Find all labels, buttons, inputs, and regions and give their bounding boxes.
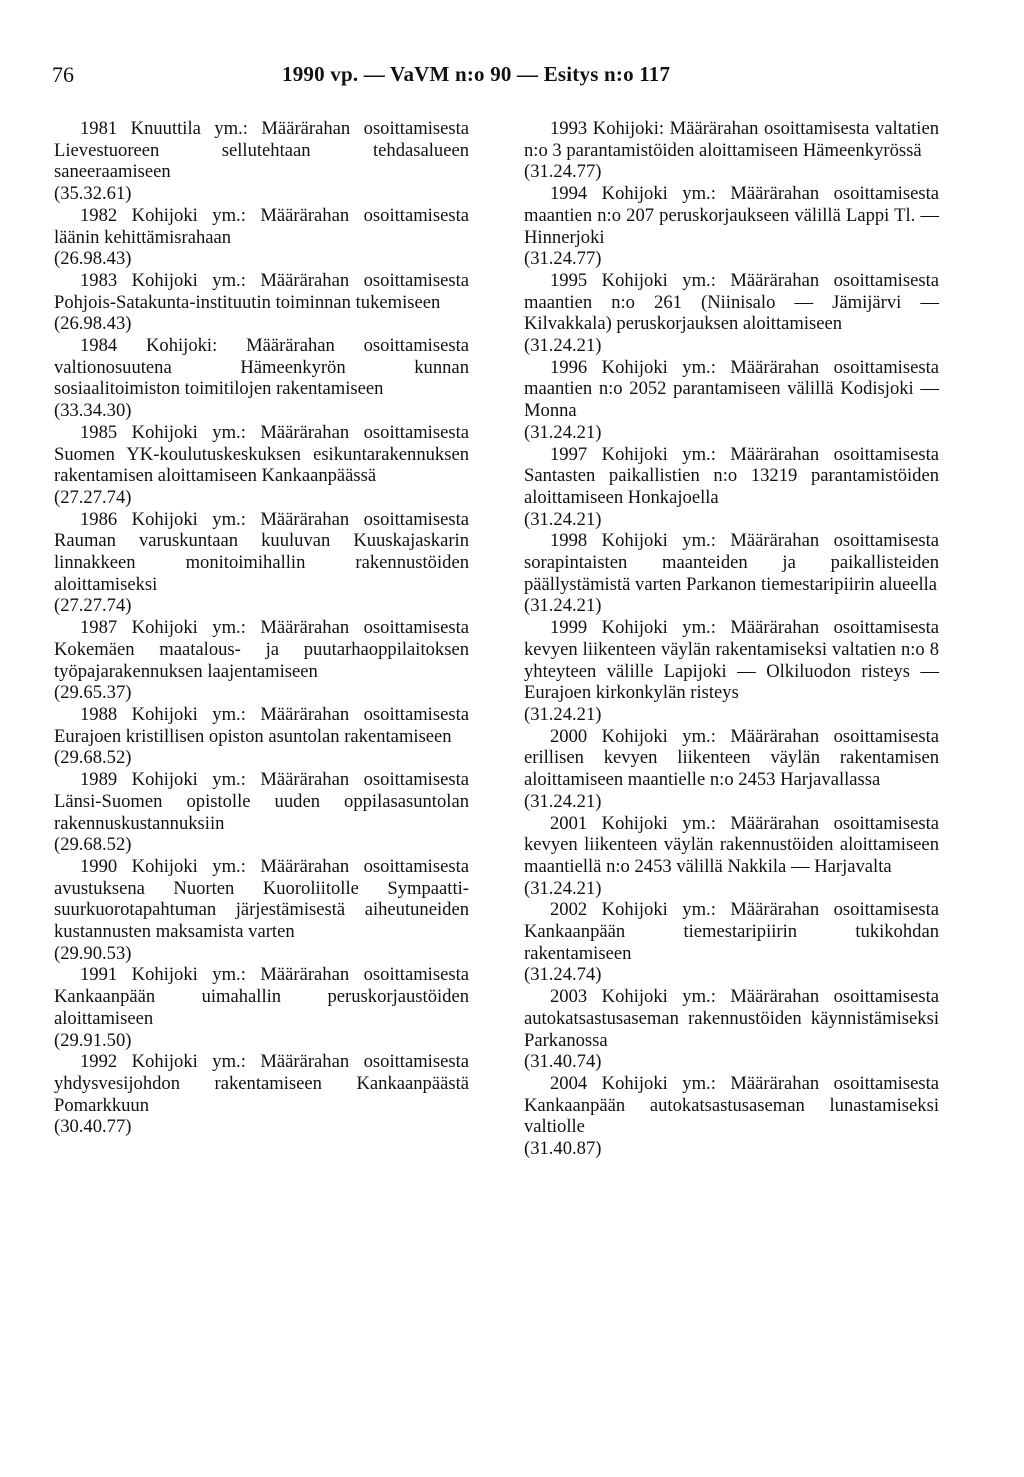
motion-entry — [54, 509, 469, 618]
motion-entry — [54, 118, 469, 205]
page-number: 76 — [52, 62, 74, 87]
motion-entry — [524, 530, 939, 617]
motion-entry — [54, 335, 469, 422]
budget-reference: (29.65.37) — [54, 682, 132, 704]
budget-reference: (31.40.74) — [524, 1051, 602, 1073]
motion-entry — [524, 183, 939, 270]
motion-entry — [524, 986, 939, 1073]
motion-entry — [54, 964, 469, 1051]
budget-reference: (31.24.21) — [524, 421, 602, 443]
budget-reference: (31.24.21) — [524, 595, 602, 617]
budget-reference: (27.27.74) — [54, 595, 132, 617]
budget-reference: (29.68.52) — [54, 747, 132, 769]
motion-entry — [524, 118, 939, 183]
budget-reference: (31.24.21) — [524, 790, 602, 812]
motion-text: 1987 Kohijoki ym.: Määrärahan osoittamisesta Kokemäen maatalous- ja puutarhaoppilaitoksen työpajarakennuksen laajentamiseen — [54, 617, 469, 682]
motion-text: 1986 Kohijoki ym.: Määrärahan osoittamisesta Rauman varuskuntaan kuuluvan Kuuskajaskarin linnakkeen monitoimihallin rakennustöiden aloittamiseksi — [54, 508, 469, 595]
budget-reference: (29.68.52) — [54, 834, 132, 856]
budget-reference: (27.27.74) — [54, 486, 132, 508]
motion-text: 1983 Kohijoki ym.: Määrärahan osoittamisesta Pohjois-Satakunta-instituutin toiminnan tukemiseen — [54, 269, 469, 313]
motion-entry — [524, 357, 939, 444]
motion-text: 1990 Kohijoki ym.: Määrärahan osoittamisesta avustuksena Nuorten Kuoroliitolle Sympaatti-suurkuorotapahtuman järjestämisestä aiheutuneiden kustannusten maksamista varten — [54, 855, 469, 943]
motion-entry — [54, 270, 469, 335]
motion-entry — [524, 1073, 939, 1160]
motion-entry — [524, 444, 939, 531]
page-header — [52, 62, 972, 92]
motion-entry — [524, 270, 939, 357]
motion-text: 1992 Kohijoki ym.: Määrärahan osoittamisesta yhdysvesijohdon rakentamiseen Kankaanpäästä Pomarkkuun — [54, 1051, 469, 1116]
motion-text: 1981 Knuuttila ym.: Määrärahan osoittamisesta Lievestuoreen sellutehtaan tehdasalueen saneeraamiseen — [54, 118, 469, 183]
motion-entry — [54, 704, 469, 769]
motion-entry — [54, 856, 469, 965]
motion-text: 1997 Kohijoki ym.: Määrärahan osoittamisesta Santasten paikallistien n:o 13219 parantamistöiden aloittamiseen Honkajoella — [524, 443, 939, 508]
motion-entry — [524, 813, 939, 900]
budget-reference: (31.24.77) — [524, 161, 602, 183]
budget-reference: (31.24.21) — [524, 508, 602, 530]
motion-text: 1985 Kohijoki ym.: Määrärahan osoittamisesta Suomen YK-koulutuskeskuksen esikuntarakennuksen rakentamisen aloittamiseen Kankaanpäässä — [54, 421, 469, 487]
motion-entry — [524, 617, 939, 726]
budget-reference: (31.24.21) — [524, 703, 602, 725]
budget-reference: (31.24.74) — [524, 964, 602, 986]
motion-entry — [54, 422, 469, 509]
budget-reference: (26.98.43) — [54, 313, 132, 335]
motion-text: 2001 Kohijoki ym.: Määrärahan osoittamisesta kevyen liikenteen väylän rakennustöiden aloittamiseen maantiellä n:o 2453 välillä Nakkila — Harjavalta — [524, 812, 939, 877]
budget-reference: (31.24.77) — [524, 248, 602, 270]
motion-entry — [54, 205, 469, 270]
motion-text: 1993 Kohijoki: Määrärahan osoittamisesta valtatien n:o 3 parantamistöiden aloittamiseen Hämeenkyrössä — [524, 118, 939, 161]
motion-text: 1994 Kohijoki ym.: Määrärahan osoittamisesta maantien n:o 207 peruskorjaukseen välillä Lappi Tl. — Hinnerjoki — [524, 183, 939, 248]
motion-text: 2000 Kohijoki ym.: Määrärahan osoittamisesta erillisen kevyen liikenteen väylän rakentamisen aloittamiseen maantielle n:o 2453 Harjavallassa — [524, 725, 939, 791]
motion-text: 1995 Kohijoki ym.: Määrärahan osoittamisesta maantien n:o 261 (Niinisalo — Jämijärvi — Kilvakkala) peruskorjauksen aloittamiseen — [524, 269, 939, 335]
motion-text: 2004 Kohijoki ym.: Määrärahan osoittamisesta Kankaanpään autokatsastusaseman lunastamiseksi valtiolle — [524, 1072, 939, 1138]
budget-reference: (26.98.43) — [54, 248, 132, 270]
motion-text: 1989 Kohijoki ym.: Määrärahan osoittamisesta Länsi-Suomen opistolle uuden oppilasasuntolan rakennuskustannuksiin — [54, 769, 469, 834]
motion-text: 1998 Kohijoki ym.: Määrärahan osoittamisesta sorapintaisten maanteiden ja paikallisteiden päällystämistä varten Parkanon tiemestaripiirin alueella — [524, 530, 939, 595]
motion-entry — [54, 769, 469, 856]
budget-reference: (29.91.50) — [54, 1029, 132, 1051]
motion-entry — [54, 617, 469, 704]
motion-text: 1996 Kohijoki ym.: Määrärahan osoittamisesta maantien n:o 2052 parantamiseen välillä Kodisjoki — Monna — [524, 356, 939, 422]
motion-entry — [54, 1051, 469, 1138]
budget-reference: (31.24.21) — [524, 877, 602, 899]
left-column — [54, 118, 469, 1138]
motion-entry — [524, 899, 939, 986]
budget-reference: (35.32.61) — [54, 183, 132, 205]
motion-text: 1988 Kohijoki ym.: Määrärahan osoittamisesta Eurajoen kristillisen opiston asuntolan rakentamiseen — [54, 703, 469, 747]
budget-reference: (31.24.21) — [524, 335, 602, 357]
budget-reference: (33.34.30) — [54, 400, 132, 422]
budget-reference: (29.90.53) — [54, 942, 132, 964]
motion-text: 1982 Kohijoki ym.: Määrärahan osoittamisesta läänin kehittämisrahaan — [54, 204, 469, 248]
budget-reference: (31.40.87) — [524, 1138, 602, 1160]
motion-text: 2003 Kohijoki ym.: Määrärahan osoittamisesta autokatsastusaseman rakennustöiden käynnistämiseksi Parkanossa — [524, 986, 939, 1051]
motion-text: 2002 Kohijoki ym.: Määrärahan osoittamisesta Kankaanpään tiemestaripiirin tukikohdan rakentamiseen — [524, 899, 939, 964]
running-title: 1990 vp. — VaVM n:o 90 — Esitys n:o 117 — [282, 62, 671, 86]
motion-text: 1999 Kohijoki ym.: Määrärahan osoittamisesta kevyen liikenteen väylän rakentamiseksi valtatien n:o 8 yhteyteen välille Lapijoki — Olkiluodon risteys — Eurajoen kirkonkylän risteys — [524, 617, 939, 704]
budget-reference: (30.40.77) — [54, 1116, 132, 1138]
motion-entry — [524, 726, 939, 813]
right-column — [524, 118, 939, 1160]
motion-text: 1984 Kohijoki: Määrärahan osoittamisesta valtionosuutena Hämeenkyrön kunnan sosiaalitoimiston toimitilojen rakentamiseen — [54, 335, 469, 400]
motion-text: 1991 Kohijoki ym.: Määrärahan osoittamisesta Kankaanpään uimahallin peruskorjaustöiden aloittamiseen — [54, 964, 469, 1029]
